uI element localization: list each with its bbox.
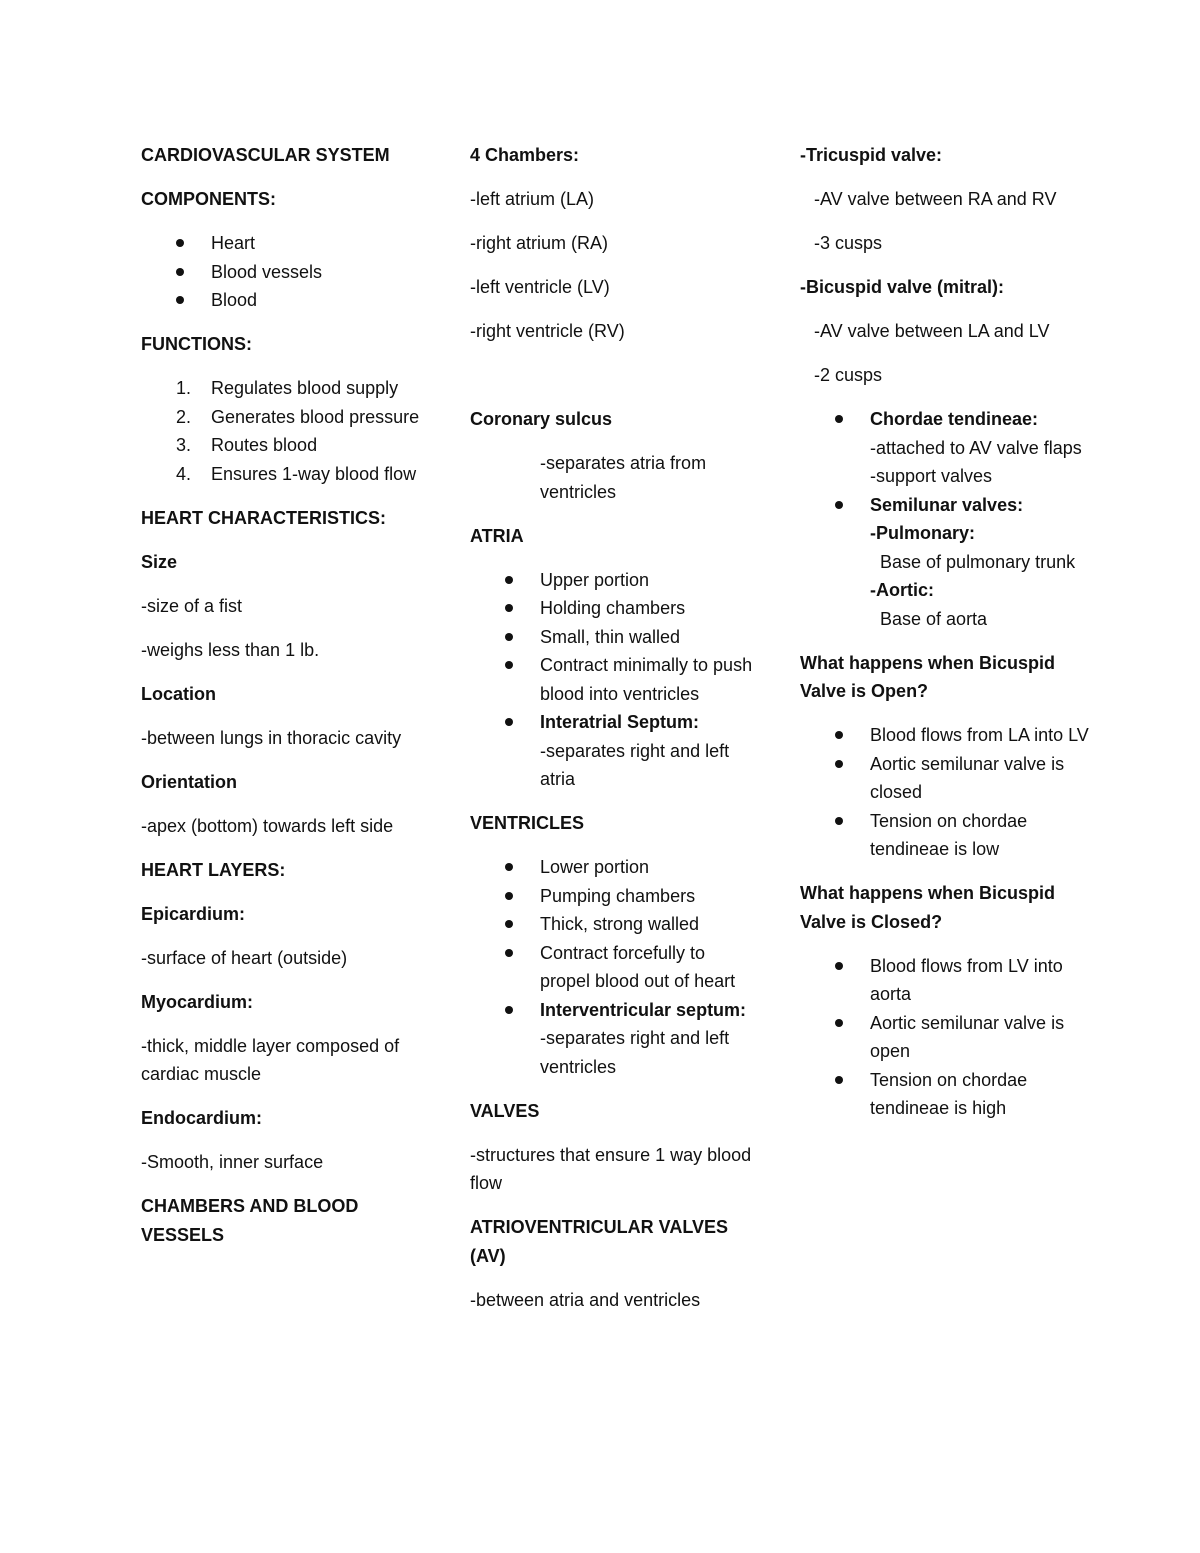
open-heading: What happens when Bicuspid Valve is Open? <box>800 652 1056 701</box>
list-item: Contract minimally to push blood into ventricles <box>470 651 760 708</box>
list-item: Blood <box>141 286 431 315</box>
spacer <box>470 361 760 405</box>
epicardium-heading: Epicardium: <box>141 903 246 924</box>
endocardium-line: -Smooth, inner surface <box>141 1152 324 1172</box>
list-item <box>800 491 1090 634</box>
list-item: Pumping chambers <box>470 882 760 911</box>
myocardium-heading: Myocardium: <box>141 991 254 1012</box>
chamber-line: -right ventricle (RV) <box>470 321 625 341</box>
av-line: -between atria and ventricles <box>470 1289 701 1310</box>
pulmonary-line: Base of pulmonary trunk <box>880 551 1076 572</box>
atria-heading: ATRIA <box>470 525 524 546</box>
endocardium-heading: Endocardium: <box>141 1108 263 1128</box>
list-item <box>470 996 760 1082</box>
list-item: Small, thin walled <box>470 623 760 652</box>
bicuspid-line: -2 cusps <box>814 365 883 385</box>
list-item <box>141 374 431 403</box>
list-number: 1. <box>176 378 192 398</box>
semilunar-heading: Semilunar valves: <box>870 494 1024 515</box>
list-item: Holding chambers <box>470 594 760 623</box>
interventricular-heading: Interventricular septum: <box>540 999 747 1020</box>
ventricles-heading: VENTRICLES <box>470 813 585 833</box>
list-item: Blood vessels <box>141 258 431 287</box>
column-3 <box>800 141 1090 1138</box>
av-heading: ATRIOVENTRICULAR VALVES (AV) <box>470 1217 729 1266</box>
list-item: Aortic semilunar valve is closed <box>800 750 1090 807</box>
list-item <box>141 460 431 489</box>
list-item: Aortic semilunar valve is open <box>800 1009 1090 1066</box>
list-item: Thick, strong walled <box>470 910 760 939</box>
interventricular-line: -separates right and left ventricles <box>540 1028 730 1077</box>
tricuspid-line: -AV valve between RA and RV <box>814 189 1057 209</box>
myocardium-line: -thick, middle layer composed of cardiac muscle <box>141 1035 400 1084</box>
list-number: 4. <box>176 463 192 484</box>
location-heading: Location <box>141 683 216 704</box>
location-line: -between lungs in thoracic cavity <box>141 727 402 748</box>
list-text: Routes blood <box>211 435 318 455</box>
list-text: Generates blood pressure <box>211 406 420 427</box>
functions-list <box>141 374 431 488</box>
size-heading: Size <box>141 551 178 572</box>
chamber-line: -right atrium (RA) <box>470 233 609 253</box>
list-item: Tension on chordae tendineae is low <box>800 807 1090 864</box>
list-item: Heart <box>141 229 431 258</box>
orientation-line: -apex (bottom) towards left side <box>141 815 394 836</box>
bicuspid-heading: -Bicuspid valve (mitral): <box>800 277 1005 297</box>
bicuspid-line: -AV valve between LA and LV <box>814 321 1050 341</box>
list-item: Blood flows from LV into aorta <box>800 952 1090 1009</box>
list-item <box>800 405 1090 491</box>
list-item <box>470 708 760 794</box>
orientation-heading: Orientation <box>141 771 238 792</box>
document-title: CARDIOVASCULAR SYSTEM <box>141 145 390 165</box>
list-item: Upper portion <box>470 566 760 595</box>
interatrial-line: -separates right and left atria <box>540 740 730 789</box>
characteristics-heading: HEART CHARACTERISTICS: <box>141 507 386 528</box>
tricuspid-heading: -Tricuspid valve: <box>800 145 943 165</box>
list-item: Contract forcefully to propel blood out of heart <box>470 939 760 996</box>
chamber-line: -left ventricle (LV) <box>470 277 610 297</box>
chambers-heading: 4 Chambers: <box>470 145 580 165</box>
list-item: Lower portion <box>470 853 760 882</box>
functions-heading: FUNCTIONS: <box>141 334 252 354</box>
list-item <box>141 431 431 460</box>
layers-heading: HEART LAYERS: <box>141 859 286 880</box>
list-text: Regulates blood supply <box>211 378 399 398</box>
valve-parts-list <box>800 405 1090 633</box>
closed-heading: What happens when Bicuspid Valve is Closed? <box>800 883 1056 932</box>
closed-list <box>800 952 1090 1123</box>
list-number: 3. <box>176 435 192 455</box>
valves-heading: VALVES <box>470 1100 540 1121</box>
coronary-line: -separates atria from ventricles <box>540 453 707 502</box>
interatrial-heading: Interatrial Septum: <box>540 712 700 732</box>
open-list <box>800 721 1090 864</box>
tricuspid-line: -3 cusps <box>814 233 883 253</box>
components-list <box>141 229 431 315</box>
components-heading: COMPONENTS: <box>141 189 276 209</box>
chordae-line: -support valves <box>870 466 993 486</box>
list-number: 2. <box>176 406 192 427</box>
aortic-heading: -Aortic: <box>870 580 934 600</box>
atria-list <box>470 566 760 794</box>
list-text: Ensures 1-way blood flow <box>211 463 417 484</box>
list-item <box>141 403 431 432</box>
list-item: Tension on chordae tendineae is high <box>800 1066 1090 1123</box>
aortic-line: Base of aorta <box>880 608 988 629</box>
ventricles-list <box>470 853 760 1081</box>
chamber-line: -left atrium (LA) <box>470 189 595 209</box>
size-line: -weighs less than 1 lb. <box>141 639 320 660</box>
epicardium-line: -surface of heart (outside) <box>141 947 348 968</box>
coronary-heading: Coronary sulcus <box>470 409 613 429</box>
pulmonary-heading: -Pulmonary: <box>870 523 976 543</box>
column-2 <box>470 141 760 1330</box>
column-1 <box>141 141 431 1265</box>
chordae-heading: Chordae tendineae: <box>870 409 1039 429</box>
chambers-vessels-heading: CHAMBERS AND BLOOD VESSELS <box>141 1196 359 1245</box>
valves-line: -structures that ensure 1 way blood flow <box>470 1144 752 1193</box>
size-line: -size of a fist <box>141 595 243 616</box>
chordae-line: -attached to AV valve flaps <box>870 437 1082 458</box>
list-item: Blood flows from LA into LV <box>800 721 1090 750</box>
